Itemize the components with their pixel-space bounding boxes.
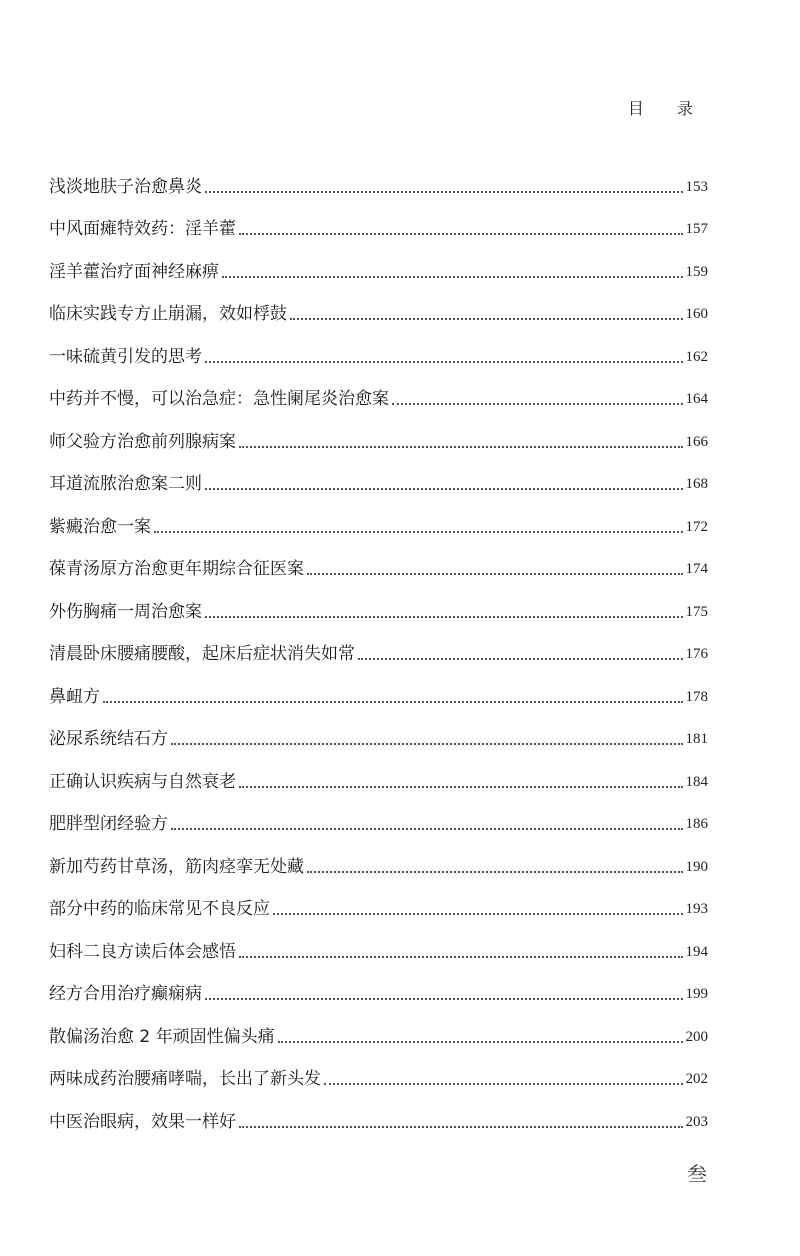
toc-entry[interactable] (49, 161, 708, 204)
dot-leader (103, 701, 683, 703)
dot-leader (205, 191, 683, 193)
table-of-contents (49, 161, 708, 1139)
toc-entry-page: 164 (685, 391, 708, 407)
toc-entry[interactable] (49, 926, 708, 969)
toc-entry-page: 186 (685, 816, 708, 832)
toc-entry-title: 经方合用治疗癫痫病 (49, 984, 202, 1004)
toc-entry-title: 部分中药的临床常见不良反应 (49, 899, 270, 919)
dot-leader (239, 1126, 683, 1128)
toc-entry-title: 浅淡地肤子治愈鼻炎 (49, 176, 202, 197)
toc-entry[interactable] (49, 289, 708, 332)
toc-entry[interactable] (49, 459, 708, 502)
toc-entry[interactable] (49, 714, 708, 757)
toc-entry-title: 泌尿系统结石方 (49, 729, 168, 749)
toc-entry-page: 174 (685, 561, 708, 577)
toc-entry-page: 202 (685, 1071, 708, 1087)
dot-leader (307, 573, 683, 575)
toc-entry[interactable] (49, 884, 708, 927)
toc-entry-page: 203 (685, 1113, 708, 1130)
toc-entry-title: 耳道流脓治愈案二则 (49, 474, 202, 494)
toc-entry-page: 157 (685, 221, 708, 237)
toc-entry-page: 184 (685, 773, 708, 790)
toc-entry-title: 临床实践专方止崩漏，效如桴鼓 (49, 304, 287, 324)
toc-entry[interactable] (49, 501, 708, 544)
dot-leader (239, 446, 683, 448)
dot-leader (273, 913, 683, 915)
toc-entry[interactable] (49, 586, 708, 629)
toc-entry-page: 160 (685, 306, 708, 322)
toc-entry-page: 168 (685, 476, 708, 492)
toc-entry-page: 194 (685, 943, 708, 960)
toc-entry[interactable] (49, 416, 708, 459)
toc-entry-page: 200 (685, 1028, 708, 1045)
toc-entry-page: 166 (685, 433, 708, 450)
toc-entry-title: 师父验方治愈前列腺病案 (49, 431, 236, 452)
dot-leader (278, 1041, 683, 1043)
toc-entry[interactable] (49, 671, 708, 714)
toc-entry[interactable] (49, 204, 708, 247)
toc-entry-page: 162 (685, 348, 708, 365)
dot-leader (239, 233, 683, 235)
running-head: 目 录 (627, 99, 707, 118)
toc-entry[interactable] (49, 756, 708, 799)
dot-leader (171, 743, 683, 745)
toc-entry-title: 肥胖型闭经验方 (49, 814, 168, 834)
toc-entry[interactable] (49, 246, 708, 289)
toc-entry[interactable] (49, 374, 708, 417)
toc-entry[interactable] (49, 969, 708, 1012)
dot-leader (154, 531, 683, 533)
toc-entry[interactable] (49, 629, 708, 672)
toc-entry-title: 一味硫黄引发的思考 (49, 346, 202, 367)
toc-entry-title: 鼻衄方 (49, 686, 100, 707)
toc-entry-page: 172 (685, 518, 708, 535)
toc-entry[interactable] (49, 1096, 708, 1139)
toc-entry-title: 散偏汤治愈 2 年顽固性偏头痛 (49, 1026, 275, 1047)
toc-entry[interactable] (49, 1054, 708, 1097)
dot-leader (205, 616, 683, 618)
dot-leader (392, 403, 683, 405)
toc-entry-title: 葆青汤原方治愈更年期综合征医案 (49, 559, 304, 579)
dot-leader (205, 998, 683, 1000)
toc-entry-title: 紫癜治愈一案 (49, 516, 151, 537)
toc-entry-page: 190 (685, 858, 708, 875)
page-folio: 叁 (687, 1162, 707, 1186)
toc-entry-page: 175 (685, 603, 708, 620)
toc-entry-page: 159 (685, 263, 708, 280)
dot-leader (324, 1083, 683, 1085)
toc-entry-page: 181 (685, 731, 708, 747)
dot-leader (222, 276, 683, 278)
toc-entry[interactable] (49, 1011, 708, 1054)
toc-entry-page: 199 (685, 986, 708, 1002)
toc-entry-title: 清晨卧床腰痛腰酸，起床后症状消失如常 (49, 644, 355, 664)
dot-leader (205, 361, 683, 363)
toc-entry[interactable] (49, 799, 708, 842)
toc-entry[interactable] (49, 331, 708, 374)
toc-entry-page: 153 (685, 178, 708, 195)
dot-leader (205, 488, 683, 490)
dot-leader (290, 318, 683, 320)
dot-leader (358, 658, 683, 660)
toc-entry-title: 淫羊藿治疗面神经麻痹 (49, 261, 219, 282)
dot-leader (239, 786, 683, 788)
toc-entry-page: 193 (685, 901, 708, 917)
toc-entry-title: 正确认识疾病与自然衰老 (49, 771, 236, 792)
toc-entry-title: 两味成药治腰痛哮喘，长出了新头发 (49, 1069, 321, 1089)
toc-entry-page: 176 (685, 646, 708, 662)
toc-entry-title: 妇科二良方读后体会感悟 (49, 941, 236, 962)
toc-entry-title: 中风面瘫特效药：淫羊藿 (49, 219, 236, 239)
dot-leader (171, 828, 683, 830)
toc-entry-title: 外伤胸痛一周治愈案 (49, 601, 202, 622)
toc-entry-page: 178 (685, 688, 708, 705)
dot-leader (307, 871, 683, 873)
toc-entry[interactable] (49, 544, 708, 587)
toc-entry-title: 中药并不慢，可以治急症：急性阑尾炎治愈案 (49, 389, 389, 409)
toc-entry-title: 中医治眼病，效果一样好 (49, 1111, 236, 1132)
toc-entry-title: 新加芍药甘草汤，筋肉痉挛无处藏 (49, 856, 304, 877)
toc-entry[interactable] (49, 841, 708, 884)
dot-leader (239, 956, 683, 958)
